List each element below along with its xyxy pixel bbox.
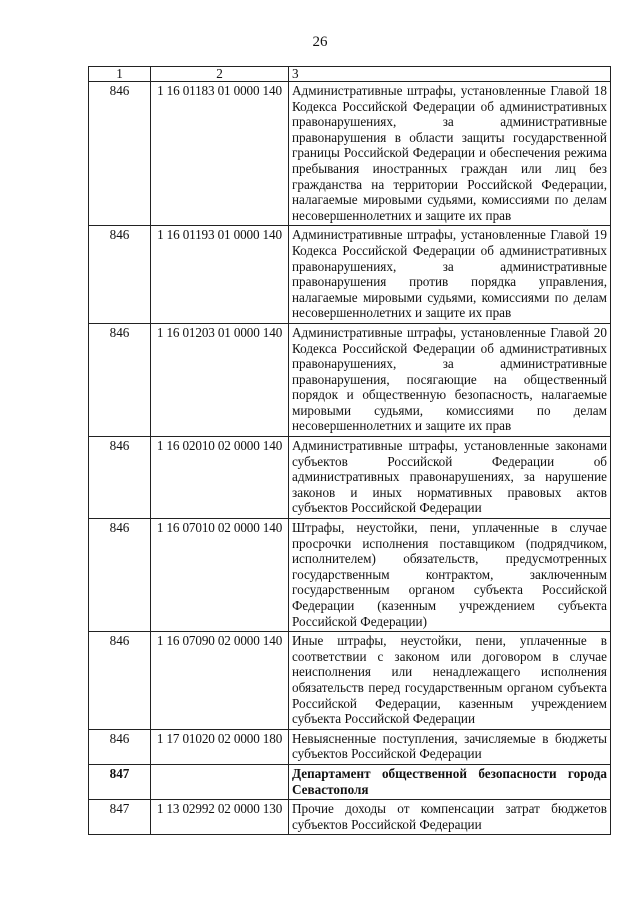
table-header-row — [89, 67, 611, 82]
admin-code-cell: 846 — [89, 632, 151, 730]
budget-code-cell: 1 16 01193 01 0000 140 — [151, 226, 289, 324]
table-row — [89, 226, 611, 324]
admin-code-cell: 846 — [89, 437, 151, 519]
description-cell: Штрафы, неустойки, пени, уплаченные в случае просрочки исполнения поставщиком (подрядчиком, исполнителем) обязательств, предусмотренных государственным контрактом, заключенным государственным органом субъекта Российской Федерации (казенным учреждением субъекта Российской Федерации) — [289, 519, 611, 632]
budget-code-cell: 1 17 01020 02 0000 180 — [151, 729, 289, 764]
admin-code-cell: 846 — [89, 82, 151, 226]
budget-code-cell — [151, 764, 289, 799]
table-row — [89, 800, 611, 835]
admin-code-cell: 846 — [89, 323, 151, 436]
description-cell: Административные штрафы, установленные Главой 20 Кодекса Российской Федерации об административных правонарушениях, за административные правонарушения, посягающие на общественный порядок и общественную безопасность, налагаемые мировыми судьями, комиссиями по делам несовершеннолетних и защите их прав — [289, 323, 611, 436]
description-cell: Административные штрафы, установленные законами субъектов Российской Федерации об административных правонарушениях, за нарушение законов и иных нормативных правовых актов субъектов Российской Федерации — [289, 437, 611, 519]
column-header-3: 3 — [289, 67, 611, 82]
description-cell: Департамент общественной безопасности города Севастополя — [289, 764, 611, 799]
table-row — [89, 437, 611, 519]
budget-code-cell: 1 16 07010 02 0000 140 — [151, 519, 289, 632]
admin-code-cell: 847 — [89, 764, 151, 799]
budget-code-cell: 1 16 07090 02 0000 140 — [151, 632, 289, 730]
budget-code-cell: 1 13 02992 02 0000 130 — [151, 800, 289, 835]
admin-code-cell: 846 — [89, 226, 151, 324]
table-row — [89, 764, 611, 799]
column-header-1: 1 — [89, 67, 151, 82]
budget-code-cell: 1 16 01203 01 0000 140 — [151, 323, 289, 436]
budget-code-cell: 1 16 02010 02 0000 140 — [151, 437, 289, 519]
description-cell: Иные штрафы, неустойки, пени, уплаченные в соответствии с законом или договором в случае неисполнения или ненадлежащего исполнения обязательств перед государственным органом субъекта Российской Федерации, казенным учреждением субъекта Российской Федерации — [289, 632, 611, 730]
admin-code-cell: 847 — [89, 800, 151, 835]
column-header-2: 2 — [151, 67, 289, 82]
admin-code-cell: 846 — [89, 519, 151, 632]
description-cell: Административные штрафы, установленные Главой 18 Кодекса Российской Федерации об административных правонарушениях, за административные правонарушения в области защиты государственной границы Российской Федерации и обеспечения режима пребывания иностранных граждан или лиц без гражданства на территории Российской Федерации, налагаемые мировыми судьями, комиссиями по делам несовершеннолетних и защите их прав — [289, 82, 611, 226]
table-row — [89, 82, 611, 226]
revenue-codes-table — [88, 66, 611, 835]
description-cell: Невыясненные поступления, зачисляемые в бюджеты субъектов Российской Федерации — [289, 729, 611, 764]
budget-code-cell: 1 16 01183 01 0000 140 — [151, 82, 289, 226]
table-row — [89, 519, 611, 632]
table-row — [89, 729, 611, 764]
table-row — [89, 323, 611, 436]
admin-code-cell: 846 — [89, 729, 151, 764]
table-row — [89, 632, 611, 730]
description-cell: Административные штрафы, установленные Главой 19 Кодекса Российской Федерации об административных правонарушениях, за административные правонарушения против порядка управления, налагаемые мировыми судьями, комиссиями по делам несовершеннолетних и защите их прав — [289, 226, 611, 324]
page-number: 26 — [312, 34, 328, 50]
description-cell: Прочие доходы от компенсации затрат бюджетов субъектов Российской Федерации — [289, 800, 611, 835]
